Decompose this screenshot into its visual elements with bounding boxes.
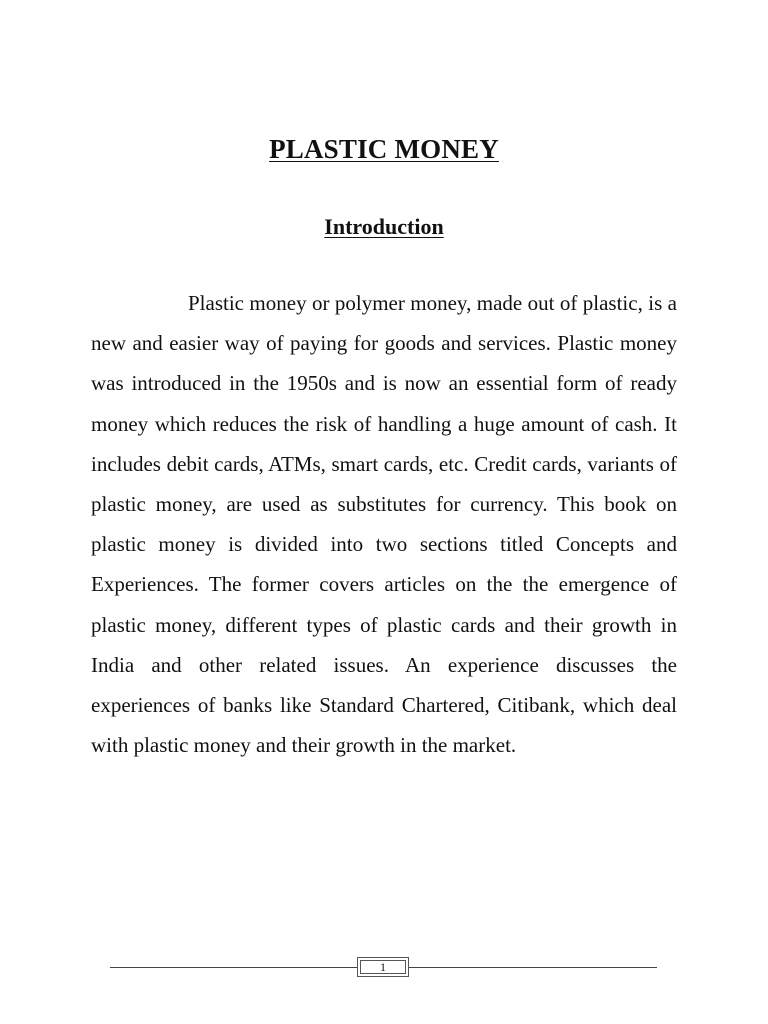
page-title: PLASTIC MONEY <box>269 134 499 164</box>
page-footer <box>110 957 657 979</box>
section-heading: Introduction <box>324 214 444 239</box>
body-paragraph: Plastic money or polymer money, made out of plastic, is a new and easier way of paying for goods and services. Plastic money was introduced in the 1950s and is now an essential form of ready money which reduces the risk of handling a huge amount of cash. It includes debit cards, ATMs, smart cards, etc. Credit cards, variants of plastic money, are used as substitutes for currency. This book on plastic money is divided into two sections titled Concepts and Experiences. The former covers articles on the the emergence of plastic money, different types of plastic cards and their growth in India and other related issues. An experience discusses the experiences of banks like Standard Chartered, Citibank, which deal with plastic money and their growth in the market. <box>91 291 677 758</box>
page-number: 1 <box>357 957 409 977</box>
